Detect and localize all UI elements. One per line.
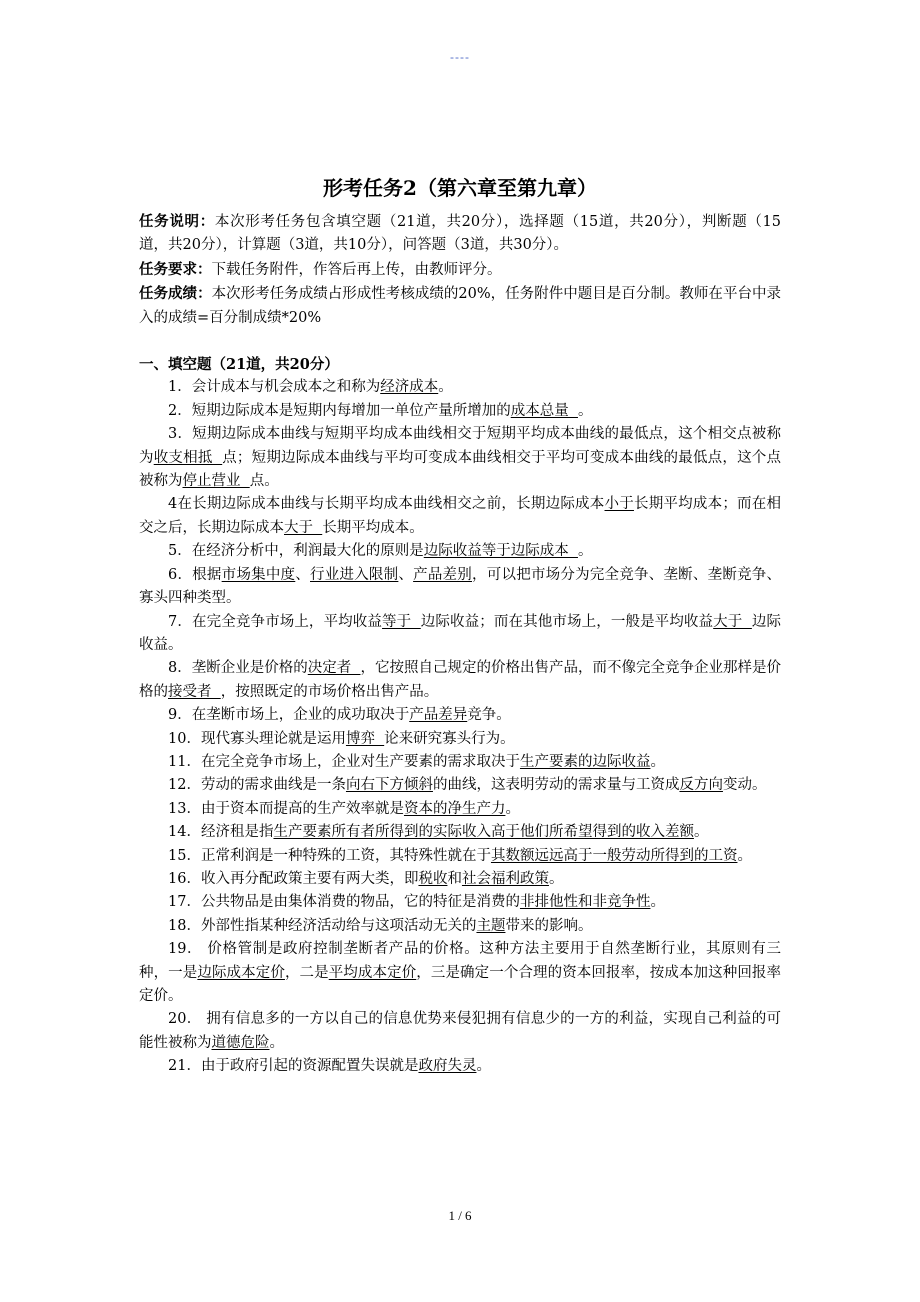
answer-text: 资本的净生产力 bbox=[403, 800, 506, 817]
question-text: 点。 bbox=[249, 473, 279, 490]
task-requirement-text: 下载任务附件，作答后再上传，由教师评分。 bbox=[211, 261, 502, 278]
question-text: ，可以把市场分为完全竞争、垄断、垄断竞争、寡头四种类型。 bbox=[139, 566, 782, 607]
question-text: 18．外部性指某种经济活动给与这项活动无关的 bbox=[168, 917, 477, 934]
question-text: 4在长期边际成本曲线与长期平均成本曲线相交之前，长期边际成本 bbox=[168, 496, 605, 513]
question-text: 15．正常利润是一种特殊的工资，其特殊性就在于 bbox=[168, 847, 491, 864]
question-item bbox=[139, 704, 781, 727]
question-text: ，二是 bbox=[284, 964, 329, 981]
task-description-label: 任务说明： bbox=[139, 213, 215, 230]
question-item bbox=[139, 938, 781, 1008]
question-text: ，按照既定的市场价格出售产品。 bbox=[220, 683, 439, 700]
answer-text: 生产要素所有者所得到的实际收入高于他们所希望得到的收入差额 bbox=[273, 824, 694, 841]
task-grade-label: 任务成绩： bbox=[139, 285, 212, 303]
question-item bbox=[139, 423, 781, 493]
question-item bbox=[139, 493, 781, 540]
question-text: 竞争。 bbox=[467, 707, 511, 724]
answer-text: 边际收益等于边际成本 bbox=[423, 543, 578, 560]
page-title: 形考任务2（第六章至第九章） bbox=[323, 176, 597, 200]
question-text: 。 bbox=[438, 379, 453, 396]
question-text: 。 bbox=[577, 402, 593, 419]
question-text: 2．短期边际成本是短期内每增加一单位产量所增加的 bbox=[168, 402, 511, 419]
question-text: 16．收入再分配政策主要有两大类，即 bbox=[168, 870, 419, 887]
question-item bbox=[139, 774, 781, 797]
question-text: 和 bbox=[447, 870, 462, 887]
question-text: 、 bbox=[398, 566, 414, 583]
question-text: 点；短期边际成本曲线与平均可变成本曲线相交于平均可变成本曲线的最低点，这个点被称为 bbox=[139, 449, 782, 490]
question-text: ，它按照自己规定的价格出售产品，而不像完全竞争企业那样是价格的 bbox=[139, 660, 782, 700]
answer-text: 成本总量 bbox=[510, 402, 578, 419]
question-text: 。 bbox=[737, 847, 752, 864]
question-item bbox=[139, 891, 781, 914]
question-text: 19． 价格管制是政府控制垄断者产品的价格。这种方法主要用于自然垄断行业，其原则有三种，一是 bbox=[139, 941, 781, 981]
answer-text: 小于 bbox=[604, 496, 634, 513]
answer-text: 市场集中度 bbox=[221, 566, 296, 583]
answer-text: 生产要素的边际收益 bbox=[519, 753, 651, 770]
question-item bbox=[139, 751, 781, 774]
question-text: ，三是确定一个合理的资本回报率，按成本加这种回报率定价。 bbox=[139, 964, 782, 1004]
task-grade bbox=[139, 282, 781, 330]
question-text: 14．经济租是指 bbox=[168, 824, 274, 841]
task-requirement bbox=[139, 258, 781, 282]
answer-text: 等于 bbox=[382, 613, 421, 630]
question-item bbox=[139, 1055, 781, 1078]
question-text: 。 bbox=[577, 543, 593, 560]
question-text: 边际收益；而在其他市场上，一般是平均收益 bbox=[420, 613, 714, 630]
answer-text: 向右下方倾斜 bbox=[345, 777, 433, 794]
answer-text: 反方向 bbox=[679, 777, 723, 794]
question-text: 长期平均成本；而在相交之后，长期边际成本 bbox=[139, 496, 782, 536]
question-item bbox=[139, 540, 781, 563]
page-number: 1 / 6 bbox=[448, 1208, 472, 1223]
question-text: 21．由于政府引起的资源配置失误就是 bbox=[168, 1058, 419, 1075]
question-text: 6．根据 bbox=[168, 566, 222, 583]
answer-text: 平均成本定价 bbox=[328, 964, 417, 981]
question-text: 7．在完全竞争市场上，平均收益 bbox=[168, 613, 383, 630]
task-grade-text: 本次形考任务成绩占形成性考核成绩的20%，任务附件中题目是百分制。教师在平台中录入的成绩=百分制成绩*20% bbox=[139, 286, 781, 326]
answer-text: 非排他性和非竞争性 bbox=[519, 894, 651, 911]
question-item bbox=[139, 798, 781, 821]
question-list bbox=[139, 376, 781, 1078]
question-text: 、 bbox=[295, 566, 311, 583]
question-text: 。 bbox=[650, 894, 665, 911]
question-text: 。 bbox=[693, 824, 709, 841]
question-item bbox=[139, 868, 781, 891]
question-text: 。 bbox=[476, 1058, 491, 1075]
answer-text: 经济成本 bbox=[380, 379, 439, 396]
question-text: 10．现代寡头理论就是运用 bbox=[168, 730, 346, 747]
question-item bbox=[139, 915, 781, 938]
header-mark: ---- bbox=[450, 50, 470, 64]
question-item bbox=[139, 728, 781, 751]
question-item bbox=[139, 611, 781, 658]
answer-text: 收支相抵 bbox=[153, 449, 223, 466]
answer-text: 政府失灵 bbox=[418, 1058, 477, 1075]
question-text: 3．短期边际成本曲线与短期平均成本曲线相交于短期平均成本曲线的最低点，这个相交点被称为 bbox=[139, 426, 781, 466]
question-item bbox=[139, 657, 781, 704]
answer-text: 大于 bbox=[713, 613, 752, 630]
answer-text: 道德危险 bbox=[211, 1034, 270, 1051]
answer-text: 停止营业 bbox=[182, 473, 250, 490]
question-text: 9．在垄断市场上，企业的成功取决于 bbox=[168, 707, 410, 724]
question-text: 。 bbox=[548, 870, 564, 887]
answer-text: 主题 bbox=[476, 917, 506, 934]
question-text: 。 bbox=[505, 800, 520, 817]
document-body bbox=[139, 210, 781, 1079]
answer-text: 其数额远远高于一般劳动所得到的工资 bbox=[490, 847, 738, 864]
answer-text: 大于 bbox=[284, 519, 323, 536]
answer-text: 行业进入限制 bbox=[310, 566, 399, 583]
section-title-fill-in: 一、填空题（21道，共20分） bbox=[139, 356, 339, 374]
task-description-text: 本次形考任务包含填空题（21道，共20分），选择题（15道，共20分），判断题（15道，共20分），计算题（3道，共10分），问答题（3道，共30分）。 bbox=[139, 214, 781, 254]
answer-text: 税收 bbox=[418, 870, 448, 887]
question-text: 13．由于资本而提高的生产效率就是 bbox=[168, 800, 404, 817]
question-text: 长期平均成本。 bbox=[322, 519, 424, 536]
question-item bbox=[139, 400, 781, 423]
answer-text: 接受者 bbox=[168, 683, 221, 700]
answer-text: 产品差别 bbox=[413, 566, 473, 583]
answer-text: 决定者 bbox=[307, 660, 361, 677]
question-text: 变动。 bbox=[722, 777, 767, 794]
question-text: 1．会计成本与机会成本之和称为 bbox=[168, 379, 381, 396]
question-item bbox=[139, 1008, 781, 1055]
answer-text: 社会福利政策 bbox=[461, 870, 549, 887]
question-text: 17．公共物品是由集体消费的物品，它的特征是消费的 bbox=[168, 894, 520, 911]
task-requirement-label: 任务要求： bbox=[139, 260, 212, 278]
question-text: 。 bbox=[269, 1034, 284, 1051]
question-item bbox=[139, 821, 781, 844]
answer-text: 博弈 bbox=[345, 730, 385, 747]
question-item bbox=[139, 564, 781, 611]
question-text: 8．垄断企业是价格的 bbox=[168, 660, 308, 677]
question-text: 论来研究寡头行为。 bbox=[384, 730, 515, 747]
task-description bbox=[139, 210, 781, 258]
question-text: 的曲线，这表明劳动的需求量与工资成 bbox=[432, 777, 680, 794]
question-text: 20． 拥有信息多的一方以自己的信息优势来侵犯拥有信息少的一方的利益，实现自己利益的可能性被称为 bbox=[139, 1011, 781, 1051]
question-text: 11．在完全竞争市场上，企业对生产要素的需求取决于 bbox=[168, 753, 520, 770]
question-text: 带来的影响。 bbox=[505, 917, 593, 934]
question-text: 5．在经济分析中，利润最大化的原则是 bbox=[168, 543, 424, 560]
answer-text: 边际成本定价 bbox=[197, 964, 285, 981]
question-text: 边际收益。 bbox=[139, 613, 781, 653]
question-item bbox=[139, 845, 781, 868]
question-text: 12．劳动的需求曲线是一条 bbox=[168, 777, 346, 794]
question-item bbox=[139, 376, 781, 399]
answer-text: 产品差异 bbox=[409, 707, 468, 724]
question-text: 。 bbox=[650, 753, 665, 770]
